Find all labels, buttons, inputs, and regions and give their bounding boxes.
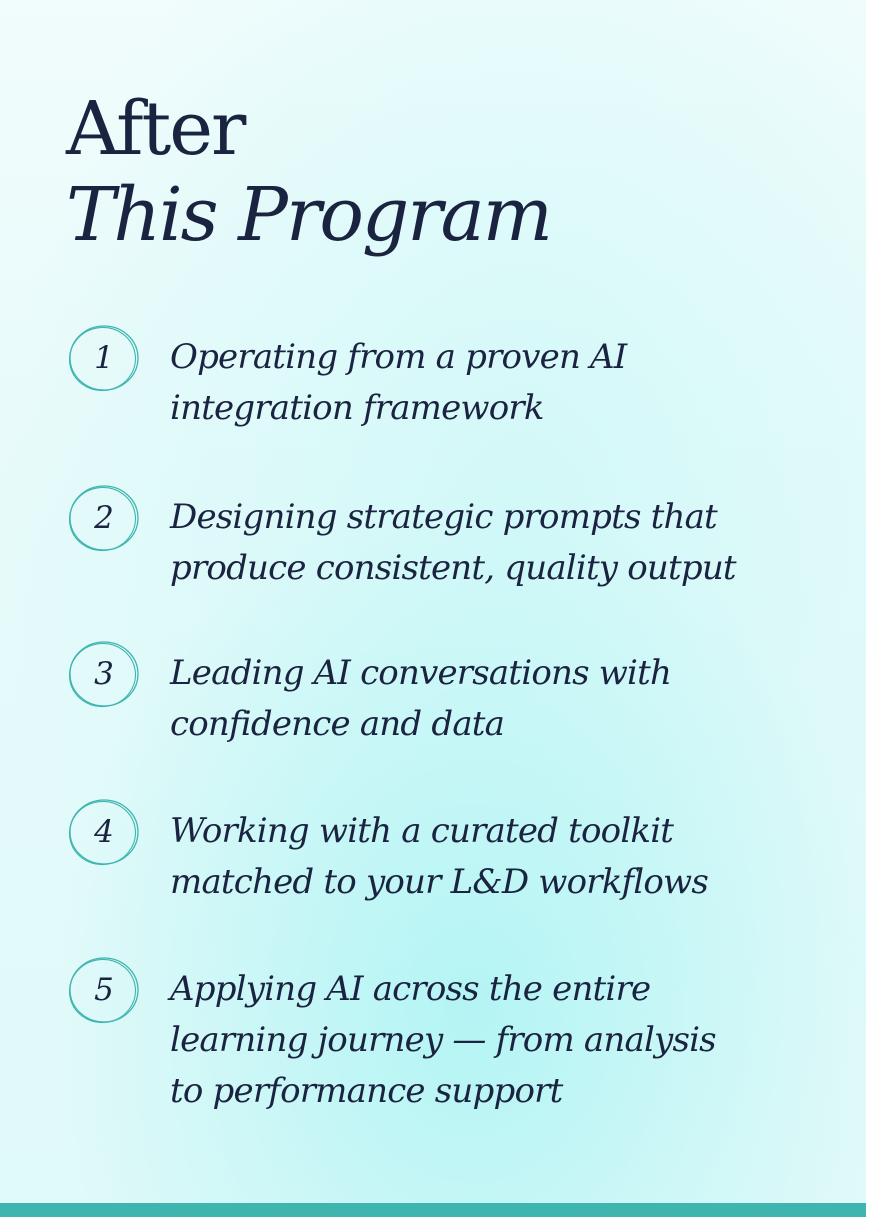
number-badge <box>66 482 142 554</box>
item-text: Working with a curated toolkit matched to your L&D workflows <box>170 811 708 902</box>
item-number: 5 <box>94 972 114 1008</box>
right-edge <box>866 0 873 1217</box>
title-line-1: After <box>66 86 245 172</box>
item-text: Leading AI conversations with confidence and data <box>170 653 672 744</box>
item-text: Operating from a proven AI integration framework <box>170 337 627 428</box>
title-line-2: This Program <box>66 172 551 258</box>
number-badge <box>66 796 142 868</box>
number-badge <box>66 322 142 394</box>
item-number: 1 <box>94 340 114 376</box>
number-badge <box>66 638 142 710</box>
item-text: Applying AI across the entire learning journey — from analysis to performance support <box>170 969 716 1111</box>
number-badge <box>66 954 142 1026</box>
item-number: 4 <box>94 814 114 850</box>
item-number: 3 <box>94 656 114 692</box>
page-title <box>66 86 551 258</box>
bottom-accent-bar <box>0 1203 866 1217</box>
item-number: 2 <box>94 500 114 536</box>
item-text: Designing strategic prompts that produce consistent, quality output <box>170 497 736 588</box>
